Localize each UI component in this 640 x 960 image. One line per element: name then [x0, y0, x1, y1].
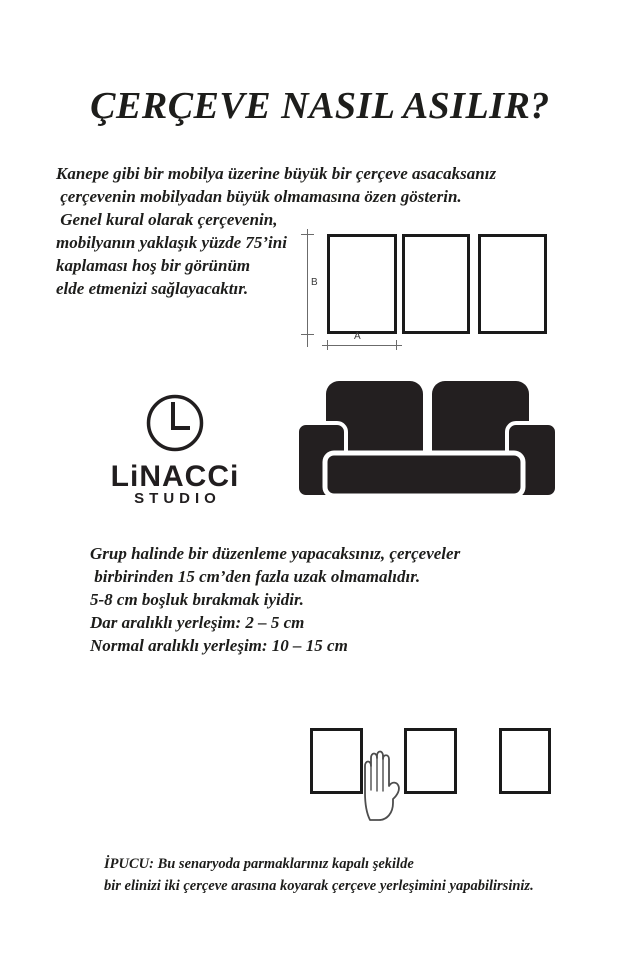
intro-line: çerçevenin mobilyadan büyük olmamasına özen gösterin. [56, 187, 462, 206]
hand-icon [362, 748, 406, 822]
sofa-icon [295, 378, 559, 499]
logo-subtitle: STUDIO [134, 490, 221, 507]
frame-rectangle [404, 728, 457, 794]
intro-line: Genel kural olarak çerçevenin, [56, 210, 278, 229]
spacing-line: Grup halinde bir düzenleme yapacaksınız, çerçeveler [90, 544, 461, 563]
spacing-line: Dar aralıklı yerleşim: 2 – 5 cm [90, 613, 305, 632]
height-dimension-tick-top [301, 234, 314, 235]
intro-line: mobilyanın yaklaşık yüzde 75’ini [56, 233, 287, 252]
frame-rectangle [478, 234, 547, 334]
intro-line: kaplaması hoş bir görünüm [56, 256, 251, 275]
width-dimension-label: A [354, 331, 361, 342]
tip-line: bir elinizi iki çerçeve arasına koyarak çerçeve yerleşimini yapabilirsiniz. [104, 878, 534, 894]
width-dimension-tick-right [396, 340, 397, 350]
height-dimension-tick-bottom [301, 334, 314, 335]
logo-name: LiNACCi [110, 460, 240, 493]
width-dimension-tick-left [327, 340, 328, 350]
linacci-logo [95, 392, 255, 507]
intro-line: elde etmenizi sağlayacaktır. [56, 279, 249, 298]
height-dimension-line [307, 229, 308, 347]
spacing-line: birbirinden 15 cm’den fazla uzak olmamalıdır. [90, 567, 421, 586]
frame-rectangle [310, 728, 363, 794]
frame-rectangle [327, 234, 397, 334]
clock-icon [144, 392, 206, 454]
frame-size-diagram [300, 222, 556, 357]
frame-rectangle [499, 728, 551, 794]
spacing-line: 5-8 cm boşluk bırakmak iyidir. [90, 590, 304, 609]
tip-paragraph [104, 853, 534, 897]
spacing-paragraph [90, 542, 460, 657]
intro-line: Kanepe gibi bir mobilya üzerine büyük bir çerçeve asacaksanız [56, 164, 497, 183]
page-title: ÇERÇEVE NASIL ASILIR? [90, 85, 550, 127]
spacing-line: Normal aralıklı yerleşim: 10 – 15 cm [90, 636, 348, 655]
tip-line: İPUCU: Bu senaryoda parmaklarınız kapalı şekilde [104, 856, 414, 872]
height-dimension-label: B [311, 277, 318, 288]
width-dimension-line [322, 345, 402, 346]
hand-spacing-diagram [305, 722, 557, 824]
frame-rectangle [402, 234, 470, 334]
